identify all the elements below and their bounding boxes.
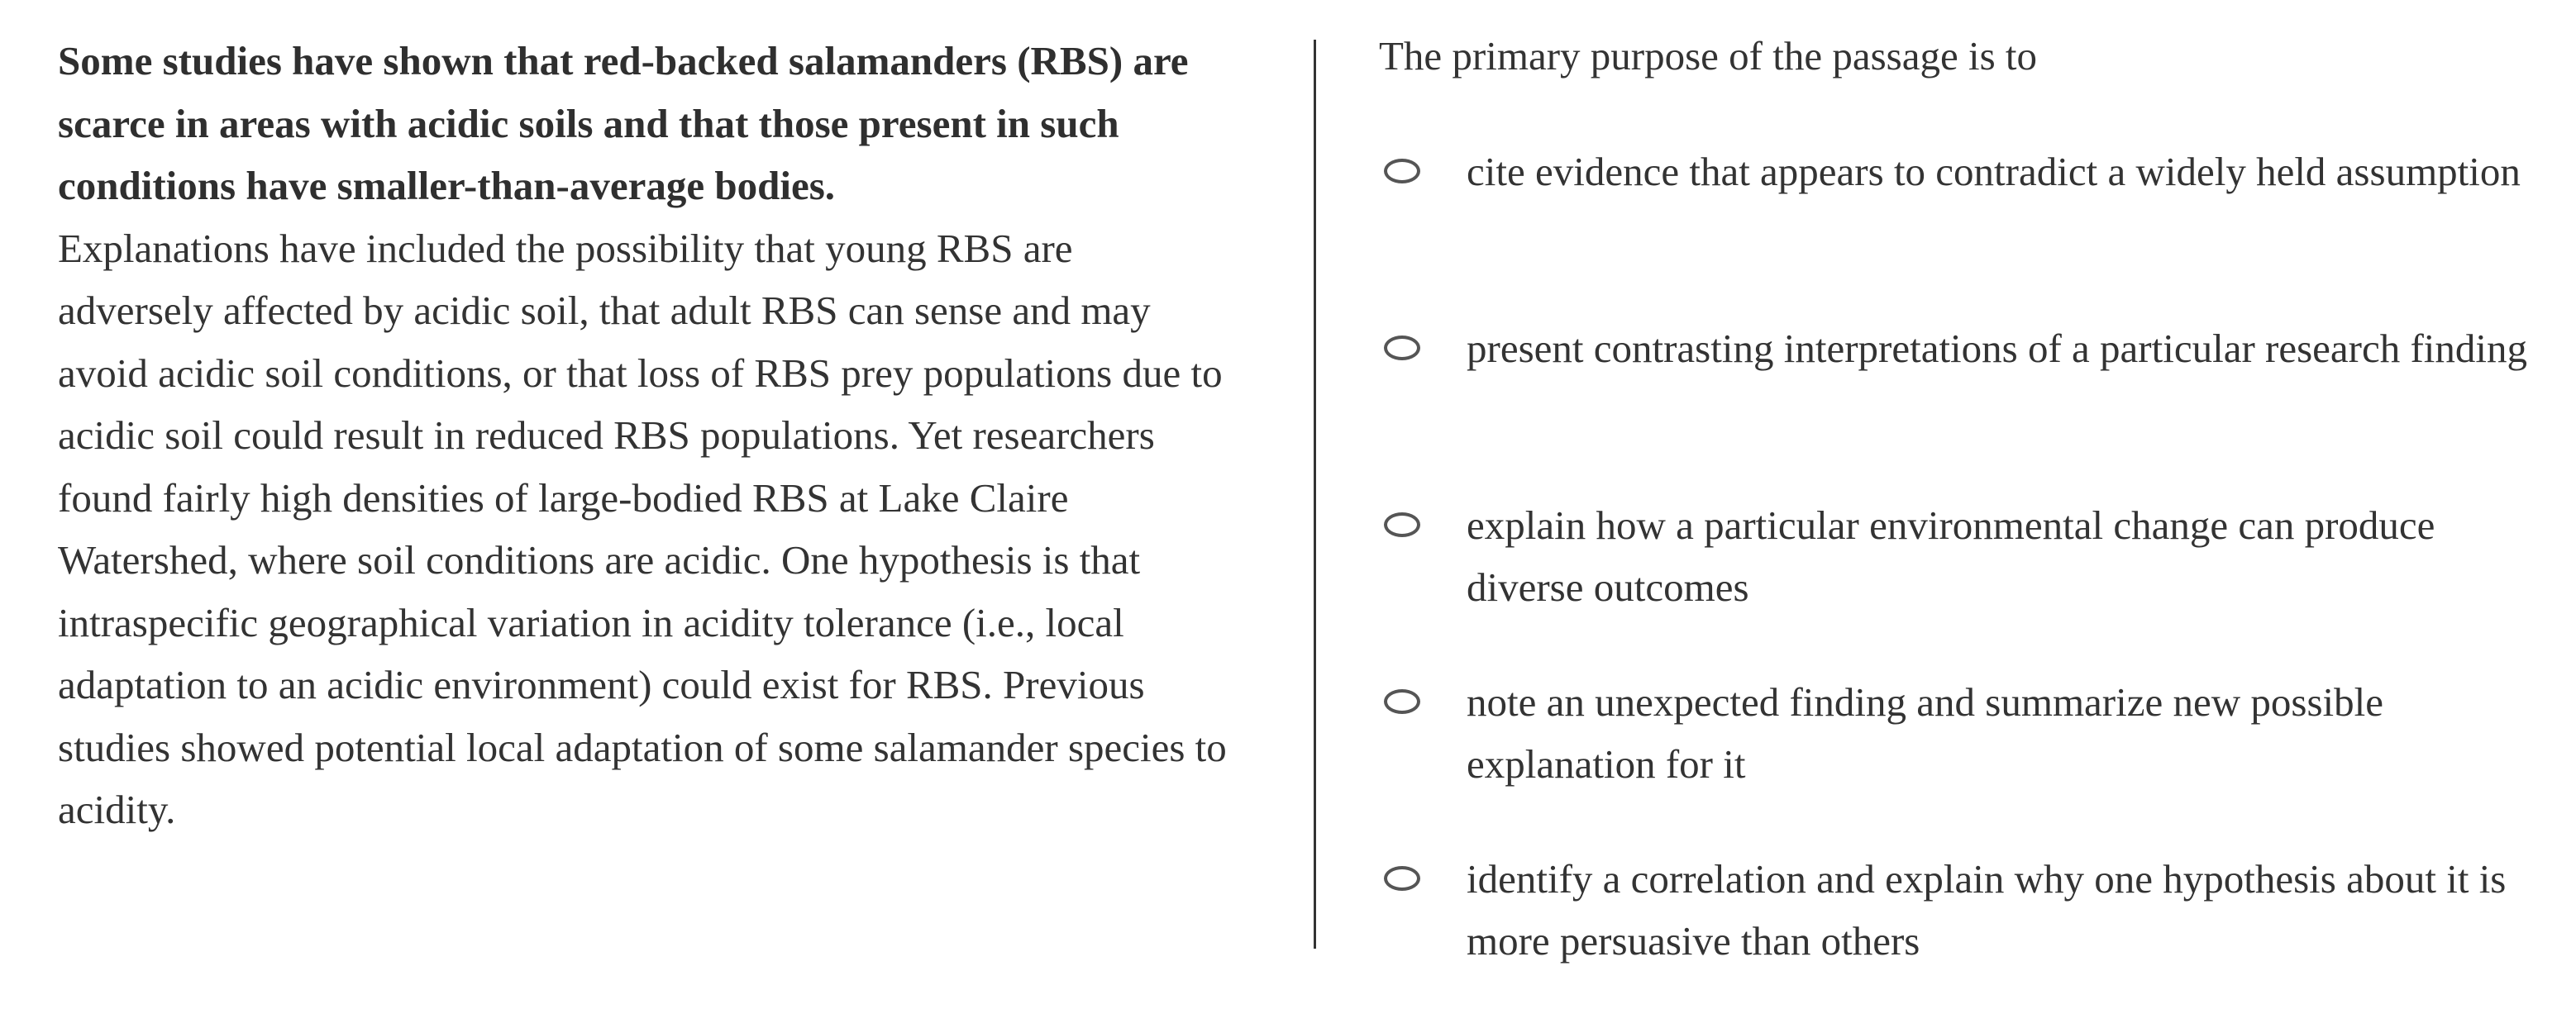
radio-button-icon[interactable]: [1384, 866, 1420, 891]
answer-choice-label[interactable]: identify a correlation and explain why one hypothesis about it is more persuasive than others: [1467, 856, 2507, 964]
answer-choice-label[interactable]: cite evidence that appears to contradict a widely held assumption: [1467, 149, 2521, 194]
radio-button-icon[interactable]: [1384, 512, 1420, 537]
column-divider: [1314, 40, 1316, 949]
radio-button-icon[interactable]: [1384, 159, 1420, 183]
answer-choice-label[interactable]: explain how a particular environmental change can produce diverse outcomes: [1467, 502, 2435, 610]
answer-choice-label[interactable]: note an unexpected finding and summarize new possible explanation for it: [1467, 679, 2383, 787]
answer-choice-label[interactable]: present contrasting interpretations of a particular research finding: [1467, 326, 2528, 371]
radio-button-icon[interactable]: [1384, 336, 1420, 360]
passage: [58, 30, 1232, 841]
passage-bold-intro: Some studies have shown that red-backed salamanders (RBS) are scarce in areas with acidic soils and that those present in such conditions have smaller-than-average bodies.: [58, 38, 1189, 208]
radio-button-icon[interactable]: [1384, 689, 1420, 714]
passage-body: Explanations have included the possibility that young RBS are adversely affected by acidic soil, that adult RBS can sense and may avoid acidic soil conditions, or that loss of RBS prey populations due to acidic soil could result in reduced RBS populations. Yet researchers found fairly high densities of large-bodied RBS at Lake Claire Watershed, where soil conditions are acidic. One hypothesis is that intraspecific geographical variation in acidity tolerance (i.e., local adaptation to an acidic environment) could exist for RBS. Previous studies showed potential local adaptation of some salamander species to acidity.: [58, 225, 1227, 832]
question-prompt: The primary purpose of the passage is to: [1379, 33, 2038, 79]
